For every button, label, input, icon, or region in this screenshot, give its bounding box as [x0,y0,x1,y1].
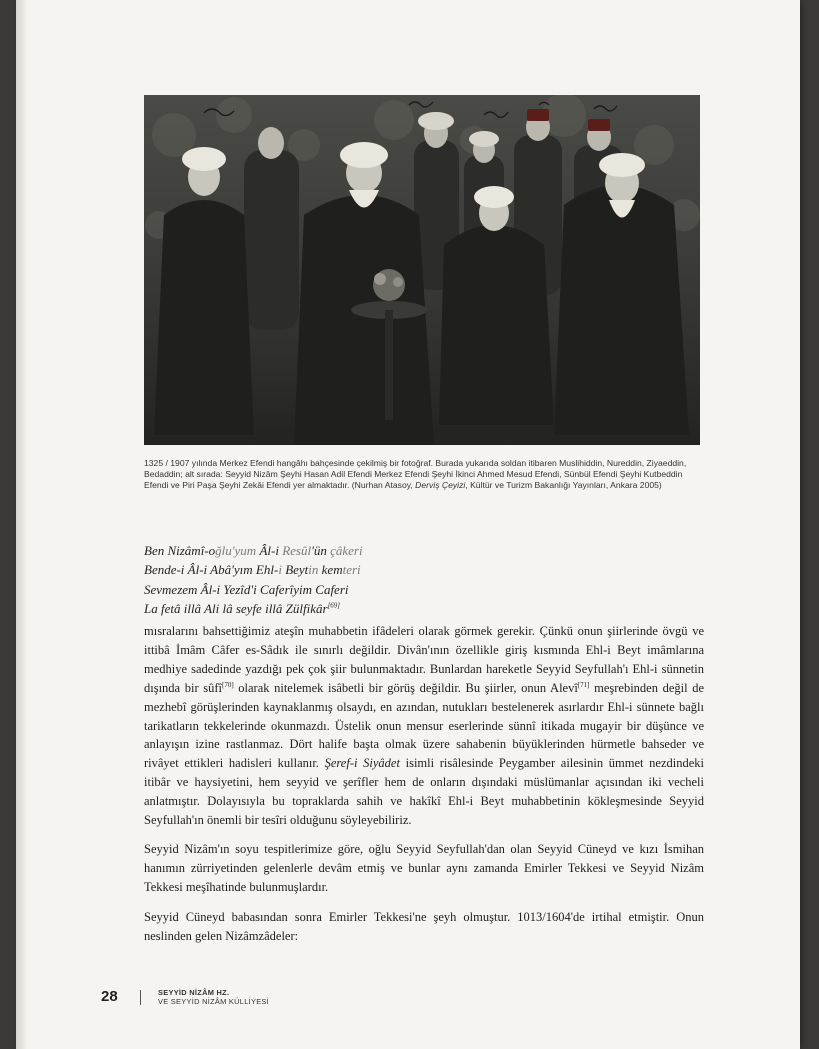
footer-divider [140,990,141,1005]
poem-quote [144,541,704,618]
poem-line-2-part: Bende-i Âl-i Abâ'yım Ehl- [144,562,279,578]
caption-text: 1325 / 1907 yılında Merkez Efendi hangâhı bahçesinde çekilmiş bir fotoğraf. Burada yukarıda soldan itibaren Muslihiddin, Nureddin, Ziyaeddin, Bedaddin; alt sırada: Seyyid Nizâm Şeyhi Hasan Adil Efendi Merkez Efendi Şeyhi İkinci Ahmed Mesud Efendi, Sünbül Efendi Şeyhi Kutbeddin Efendi ve Piri Paşa Şeyhi Zekâi Efendi yer almaktadır. (Nurhan Atasoy, [144,458,687,491]
footnote-ref-69[interactable]: [69] [327,601,341,610]
poem-line-1 [144,541,704,560]
poem-line-2 [144,560,704,579]
footnote-ref-71[interactable]: [71] [577,680,590,689]
poem-line-3: Sevmezem Âl-i Yezîd'i Caferîyim Caferi [144,581,349,597]
work-title: Şeref-i Siyâdet [324,756,400,771]
body-text [144,622,704,956]
poem-line-1-part: Âl-i [256,543,283,558]
poem-line-2-part: teri [342,562,361,578]
paragraph-1 [144,622,704,830]
photo-caption [144,458,704,492]
running-footer [158,989,269,1006]
photograph-image [144,95,700,445]
caption-source-title: Derviş Çeyizi [415,480,466,491]
footnote-ref-70[interactable]: [70] [221,680,234,689]
paragraph-3: Seyyid Cüneyd babasından sonra Emirler Tekkesi'ne şeyh olmuştur. 1013/1604'de irtihal etmiştir. Onun neslinden gelen Nizâmzâdeler: [144,909,704,943]
poem-line-1-part: çâkeri [330,543,363,558]
paragraph-2: Seyyid Nizâm'ın soyu tespitlerimize göre, oğlu Seyyid Seyfullah'dan olan Seyyid Cüneyd ve kızı İsmihan hanımın zürriyetinden gelenlerle devâm etmiş ve bunlar aynı zamanda Emirler Tekkesi ve Seyyid Nizâm Tekkesi meşîhatinde bulunmuşlardır. [144,842,704,895]
footer-title-line-2: VE SEYYİD NİZÂM KÜLLİYESİ [158,996,270,1006]
poem-line-2-part: Beyt [281,562,309,578]
poem-line-4-text: La fetâ illâ Ali lâ seyfe illâ Zülfikâr [144,600,328,616]
footer-title-line-1: SEYYİD NİZÂM HZ. [158,988,230,997]
poem-line-2-part: i [278,562,282,578]
poem-line-1-part: 'ün [311,543,331,558]
poem-line-2-part: in [308,562,319,578]
historical-photograph [144,95,700,445]
poem-line-1-part: Ben Nizâmî-o [144,543,216,558]
page-number: 28 [101,988,118,1005]
paragraph-1-text: isimli risâlesinde Peygamber ailesinin ümmet nezdindeki itibâr ve haysiyetini, hem seyyid ve şerîfler hem de onların dışındaki müslümanlar açısından iki vecheli anlatmıştır. Dolayısıyla bu topraklarda sahih ve hakîkî Ehl-i Beyt muhabbetinin kökleşmesinde Seyyid Seyfullah'ın önemli bir tesîri olduğunu söyleyebiliriz. [144,756,705,828]
poem-line-1-part: Resûl [282,543,312,558]
paragraph-1-text: mısralarını bahsettiğimiz ateşîn muhabbetin ifâdeleri olarak görmek gerekir. Çünkü onun şiirlerinde övgü ve ittibâ İmâm Câfer es-Sâdık ile sınırlı değildir. Divân'ının özellikle giriş kısmında Ehl-i Beyt imâmlarına medhiye sadedinde yazdığı pek çok şiir bulunmaktadır. Bunlardan hareketle Seyyid Seyfullah'ı Ehl-i sünnetin dışında bir sûfî [144,624,704,695]
page-gutter [16,0,26,1049]
poem-line-2-part: kem [318,562,343,578]
paragraph-1-text: olarak nitelemek isâbetli bir görüş değildir. Bu şiirler, onun Alevî [233,680,578,695]
caption-source-rest: , Kültür ve Turizm Bakanlığı Yayınları, Ankara 2005) [465,480,662,491]
poem-line-4 [144,599,704,618]
paragraph-1-text: meşrebinden değil de mezhebî görüşlerinden kaynaklanmış olsaydı, en azından, nutukları bestelenerek asırlardır Ehl-i sünnete bağlı tarikatların tekkelerinde okunmazdı. Üstelik onun mensur eserlerinde sünnî itikada mugayir bir düşünce ve anlayışın izine rastlanmaz. Dört halife başta olmak üzere sahabenin büyüklerinden hürmetle bahseder ve rivâyet ettikleri hadisleri kullanır. [144,680,704,771]
poem-line-1-part: ğlu'yum [215,543,257,558]
